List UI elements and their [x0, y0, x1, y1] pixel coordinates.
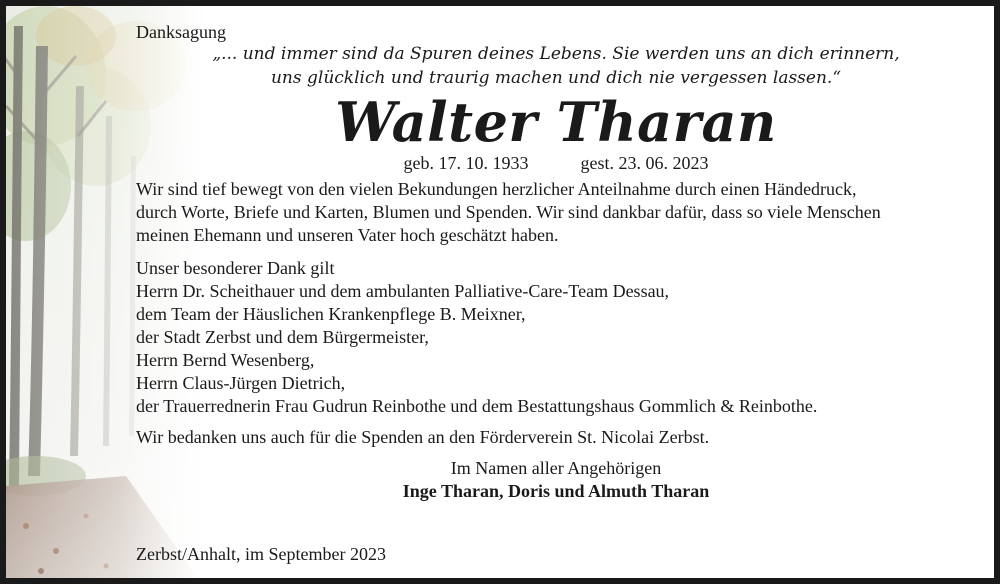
thanks-line: Herrn Claus-Jürgen Dietrich,: [136, 373, 346, 393]
deceased-name: Walter Tharan: [335, 90, 777, 154]
place-date: Zerbst/Anhalt, im September 2023: [136, 544, 386, 564]
intro-line: Wir sind tief bewegt von den vielen Bekundungen herzlicher Anteilnahme durch einen Händedruck,: [136, 179, 857, 199]
signature-intro: Im Namen aller Angehörigen: [450, 458, 662, 478]
life-dates: [136, 152, 976, 174]
donation-paragraph: [136, 426, 996, 449]
thanks-paragraph: [136, 257, 996, 418]
thanks-line: Herrn Bernd Wesenberg,: [136, 350, 315, 370]
intro-line: meinen Ehemann und unseren Vater hoch geschätzt haben.: [136, 225, 559, 245]
thanks-line: der Stadt Zerbst und dem Bürgermeister,: [136, 327, 429, 347]
intro-paragraph: [136, 178, 996, 247]
quote-line-2: uns glücklich und traurig machen und dich nie vergessen lassen.“: [270, 68, 842, 88]
thanks-line: Unser besonderer Dank gilt: [136, 258, 335, 278]
signature-block: [136, 457, 976, 503]
thanks-line: Herrn Dr. Scheithauer und dem ambulanten Palliative-Care-Team Dessau,: [136, 281, 670, 301]
quote: [136, 42, 976, 90]
intro-line: durch Worte, Briefe und Karten, Blumen und Spenden. Wir sind dankbar dafür, dass so viele Menschen: [136, 202, 881, 222]
donation-line: Wir bedanken uns auch für die Spenden an den Förderverein St. Nicolai Zerbst.: [136, 427, 710, 447]
heading-danksagung: Danksagung: [136, 22, 226, 42]
signature-names: Inge Tharan, Doris und Almuth Tharan: [402, 481, 710, 501]
birth-date: geb. 17. 10. 1933: [403, 153, 529, 173]
death-date: gest. 23. 06. 2023: [580, 153, 709, 173]
obituary-text: [136, 22, 996, 503]
quote-line-1: „... und immer sind da Spuren deines Lebens. Sie werden uns an dich erinnern,: [212, 44, 900, 64]
thanks-line: dem Team der Häuslichen Krankenpflege B. Meixner,: [136, 304, 526, 324]
thanks-line: der Trauerrednerin Frau Gudrun Reinbothe und dem Bestattungshaus Gommlich & Reinbothe.: [136, 396, 818, 416]
